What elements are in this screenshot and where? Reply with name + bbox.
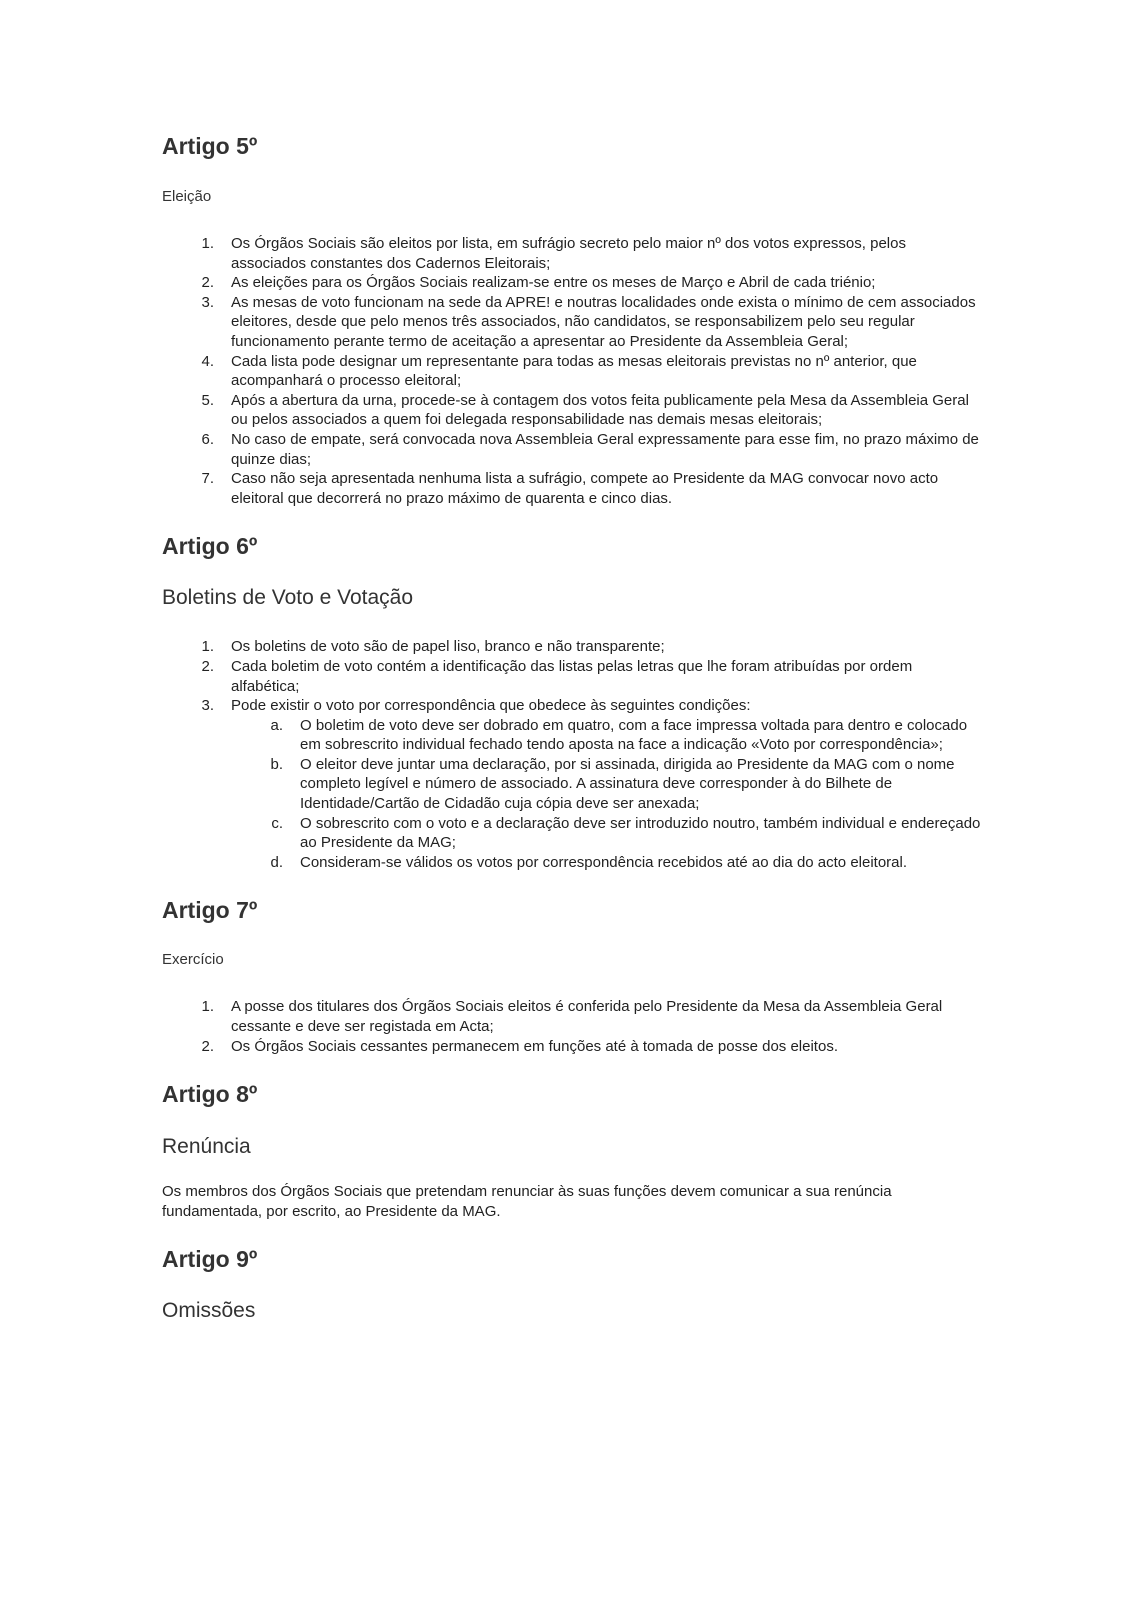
list-number: 4. [201, 352, 214, 370]
list-text: Os Órgãos Sociais são eleitos por lista, em sufrágio secreto pelo maior nº dos votos expressos, pelos associados constantes dos Cadernos Eleitorais; [231, 235, 906, 272]
article-5-subtitle: Eleição [162, 188, 212, 205]
list-number: 2. [201, 274, 214, 292]
sublist-letter: b. [270, 755, 283, 773]
list-item [162, 637, 982, 657]
article-8-subtitle: Renúncia [162, 1135, 251, 1159]
article-5-list [162, 234, 982, 508]
list-number: 1. [201, 235, 214, 252]
list-number: 1. [201, 638, 214, 656]
list-item [162, 352, 982, 391]
sublist-item [231, 853, 982, 873]
article-5-title: Artigo 5º [162, 133, 258, 159]
sublist-text: O sobrescrito com o voto e a declaração deve ser introduzido noutro, também individual e endereçado ao Presidente da MAG; [300, 814, 981, 852]
list-text: No caso de empate, será convocada nova Assembleia Geral expressamente para esse fim, no prazo máximo de quinze dias; [231, 430, 979, 468]
list-number: 3. [201, 697, 214, 715]
list-number: 1. [201, 998, 214, 1016]
sublist-text: O boletim de voto deve ser dobrado em quatro, com a face impressa voltada para dentro e colocado em sobrescrito individual fechado tendo aposta na face a indicação «Voto por correspondência»; [300, 716, 968, 754]
article-8-title: Artigo 8º [162, 1081, 258, 1108]
sublist-item [231, 814, 982, 853]
list-number: 5. [201, 391, 214, 409]
article-7-list [162, 997, 982, 1056]
sublist-letter: a. [270, 716, 283, 734]
sublist-letter: d. [270, 853, 283, 871]
list-text: Os Órgãos Sociais cessantes permanecem em funções até à tomada de posse dos eleitos. [231, 1037, 838, 1055]
list-text: As mesas de voto funcionam na sede da APRE! e noutras localidades onde exista o mínimo de cem associados eleitores, desde que pelo menos três associados, não candidatos, se responsabilizem pelo seu regular funcionamento perante termo de aceitação a apresentar ao Presidente da Assembleia Geral; [231, 293, 976, 350]
sublist-item [231, 755, 982, 814]
list-item [162, 273, 982, 293]
article-9-subtitle: Omissões [162, 1299, 256, 1323]
article-7-subtitle: Exercício [162, 951, 224, 969]
article-6-subtitle: Boletins de Voto e Votação [162, 586, 414, 610]
article-8-body: Os membros dos Órgãos Sociais que pretendam renunciar às suas funções devem comunicar a sua renúncia fundamentada, por escrito, ao Presidente da MAG. [162, 1183, 892, 1220]
list-item [162, 430, 982, 469]
article-6-sublist [231, 716, 982, 873]
list-number: 2. [201, 1037, 214, 1055]
list-item [162, 469, 982, 508]
article-7-title: Artigo 7º [162, 897, 258, 924]
article-9-title: Artigo 9º [162, 1246, 258, 1273]
list-item [162, 293, 982, 352]
list-number: 2. [201, 657, 214, 675]
list-text: Pode existir o voto por correspondência que obedece às seguintes condições: [231, 697, 751, 715]
list-text: Cada boletim de voto contém a identificação das listas pelas letras que lhe foram atribuídas por ordem alfabética; [231, 657, 913, 695]
sublist-text: O eleitor deve juntar uma declaração, por si assinada, dirigida ao Presidente da MAG com o nome completo legível e número de associado. A assinatura deve corresponder à do Bilhete de Identidade/Cartão de Cidadão cuja cópia deve ser anexada; [300, 755, 955, 813]
list-item [162, 391, 982, 430]
list-text: Após a abertura da urna, procede-se à contagem dos votos feita publicamente pela Mesa da Assembleia Geral ou pelos associados a quem foi delegada responsabilidade nas demais mesas eleitorais; [231, 391, 969, 429]
list-item [162, 1037, 982, 1057]
list-number: 3. [201, 293, 214, 311]
sublist-letter: c. [271, 814, 283, 832]
list-item [162, 657, 982, 696]
list-text: As eleições para os Órgãos Sociais realizam-se entre os meses de Março e Abril de cada triénio; [231, 274, 876, 292]
list-text: Caso não seja apresentada nenhuma lista a sufrágio, compete ao Presidente da MAG convocar novo acto eleitoral que decorrerá no prazo máximo de quarenta e cinco dias. [231, 470, 939, 507]
list-text: Os boletins de voto são de papel liso, branco e não transparente; [231, 638, 665, 656]
list-item [162, 696, 982, 872]
list-number: 6. [201, 430, 214, 448]
list-text: A posse dos titulares dos Órgãos Sociais eleitos é conferida pelo Presidente da Mesa da Assembleia Geral cessante e deve ser registada em Acta; [231, 998, 943, 1036]
sublist-text: Consideram-se válidos os votos por correspondência recebidos até ao dia do acto eleitoral. [300, 853, 908, 871]
sublist-item [231, 716, 982, 755]
list-item [162, 997, 982, 1036]
article-6-list [162, 637, 982, 872]
article-6-title: Artigo 6º [162, 533, 258, 560]
list-number: 7. [201, 470, 214, 488]
document-page [162, 130, 982, 1324]
list-item [162, 234, 982, 273]
list-text: Cada lista pode designar um representante para todas as mesas eleitorais previstas no nº anterior, que acompanhará o processo eleitoral; [231, 352, 917, 390]
